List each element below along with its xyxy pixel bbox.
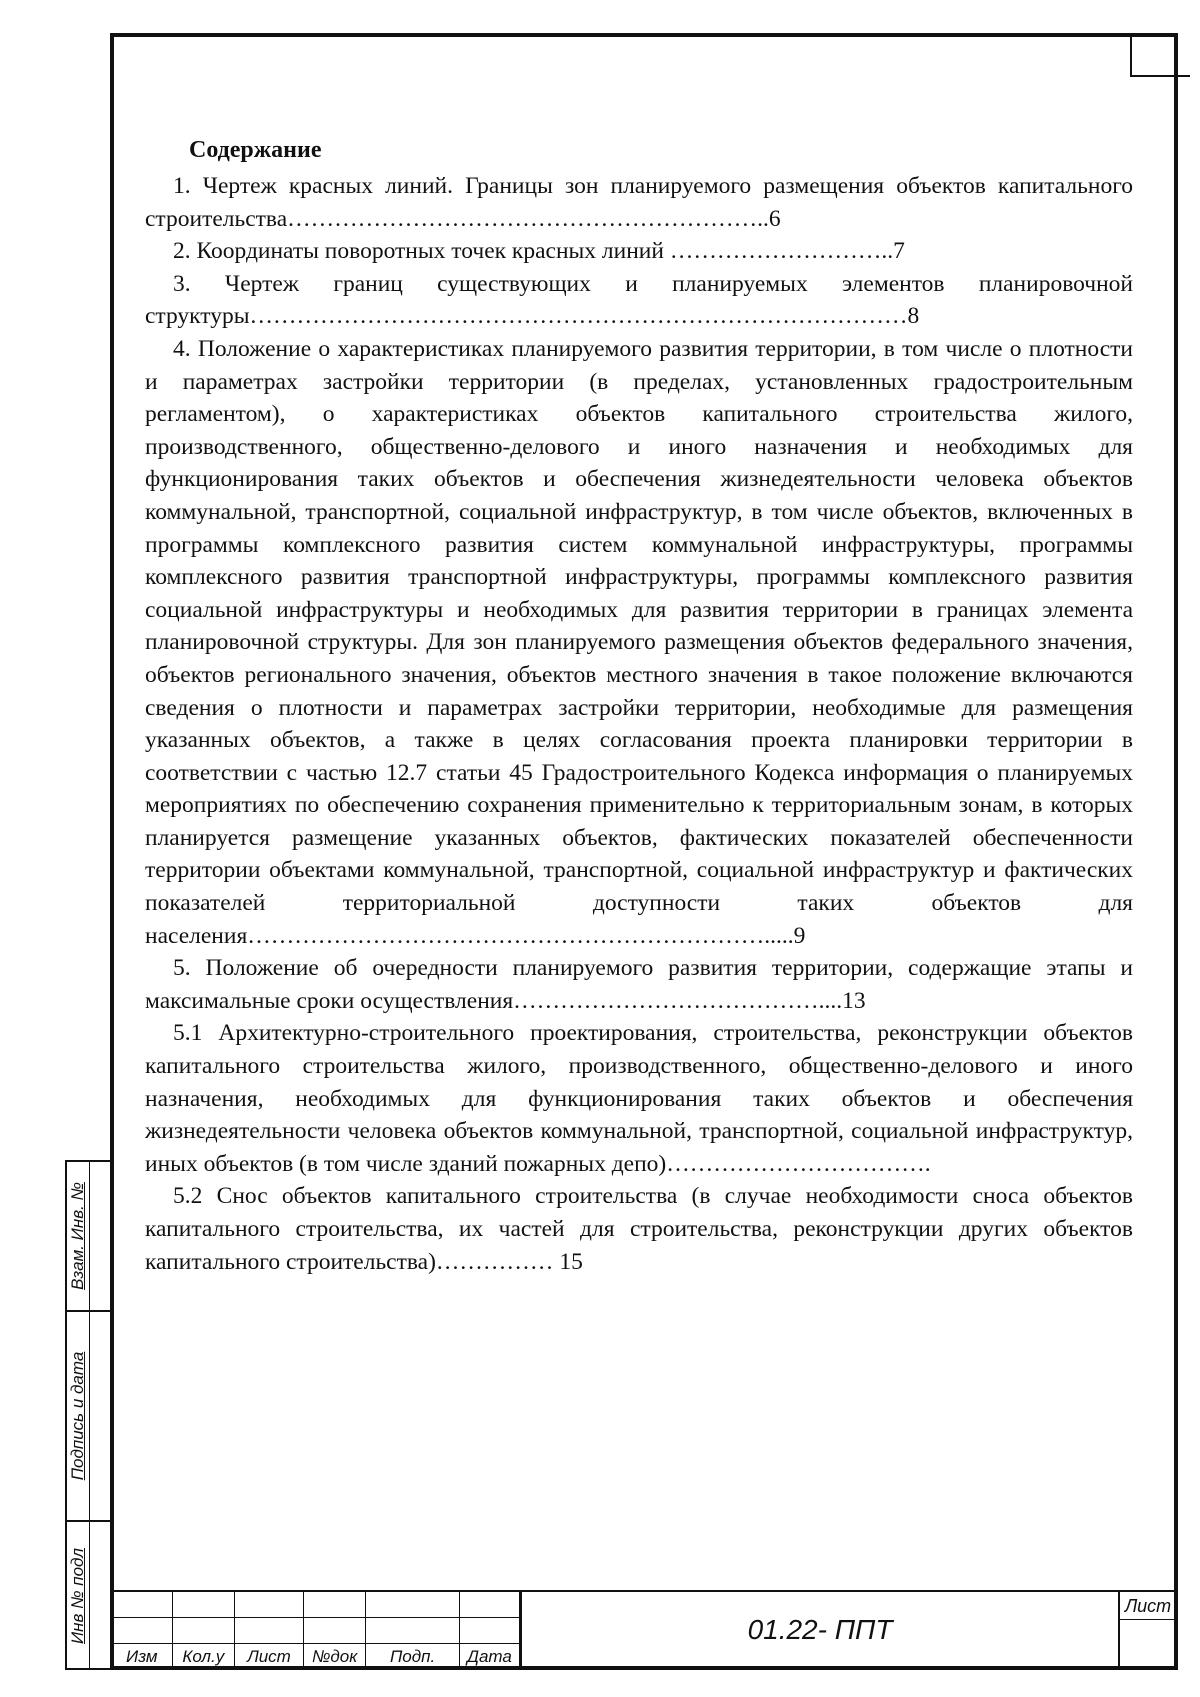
toc-content (145, 130, 1133, 1278)
toc-entry (145, 333, 1133, 952)
toc-entry (145, 952, 1133, 1017)
header-ndok: №док (303, 1644, 365, 1670)
document-code: 01.22- ППТ (747, 1614, 893, 1645)
toc-entry-text: 1. Чертеж красных линий. Границы зон планируемого размещения объектов капитального строительства…………………………………………………….. (145, 173, 1133, 232)
side-cell-podpis (67, 1312, 110, 1522)
toc-entry-page: 9 (793, 922, 806, 949)
toc-entry-text: 4. Положение о характеристиках планируемого развития территории, в том числе о плотности и параметрах застройки территории (в пределах, установленных градостроительным регламентом), о характеристиках объектов капитального строительства жилого, производственного, общественно-делового и иного назначения и необходимых для функционирования таких объектов и обеспечения жизнедеятельности человека объектов коммунальной, транспортной, социальной инфраструктур, в том числе объектов, включенных в программы комплексного развития систем коммунальной инфраструктуры, программы комплексного развития транспортной инфраструктуры, программы комплексного развития социальной инфраструктуры и необходимых для развития территории в границах элемента планировочной структуры. Для зон планируемого размещения объектов федерального значения, объектов регионального значения, объектов местного значения в такое положение включаются сведения о плотности и параметрах застройки территории, необходимые для размещения указанных объектов, а также в целях согласования проекта планировки территории в соответствии с частью 12.7 статьи 45 Градостроительного Кодекса информация о планируемых мероприятиях по обеспечению сохранения применительно к территориальным зонам, в которых планируется размещение указанных объектов, фактических показателей обеспеченности территории объектами коммунальной, транспортной, социальной инфраструктур и фактических показателей территориальной доступности таких объектов для населения…………………………………………………………..... (145, 335, 1133, 949)
toc-entry (145, 1180, 1133, 1278)
toc-entry (145, 170, 1133, 235)
header-podp: Подп. (366, 1644, 460, 1670)
toc-entry-page: 7 (893, 238, 905, 265)
header-list: Лист (234, 1644, 303, 1670)
toc-entry-page: 6 (768, 205, 781, 232)
header-izm: Изм (112, 1644, 172, 1670)
toc-entry (145, 268, 1133, 333)
header-kolu: Кол.у (172, 1644, 234, 1670)
side-cell-inv (67, 1522, 110, 1670)
toc-list (145, 170, 1133, 1278)
toc-entry-text: 2. Координаты поворотных точек красных линий ……………………….. (173, 238, 894, 265)
toc-entry (145, 1017, 1133, 1180)
side-stamp (65, 1160, 110, 1670)
side-label-vzam: Взам. Инв. № (68, 1182, 87, 1290)
toc-entry-text: 5. Положение об очередности планируемого развития территории, содержащие этапы и максимальные сроки осуществления………………………………….... (145, 955, 1133, 1014)
document-code-cell (520, 1592, 1120, 1668)
sheet-cell (1120, 1592, 1176, 1668)
corner-mark (1130, 33, 1184, 77)
title-block (112, 1590, 1176, 1668)
header-data: Дата (459, 1644, 519, 1670)
toc-entry-page: 13 (842, 987, 866, 1014)
corner-tick (1176, 75, 1190, 77)
toc-entry-text: 3. Чертеж границ существующих и планируемых элементов планировочной структуры………………………………………………………………………… (145, 270, 1133, 330)
side-label-inv: Инв № подл (68, 1547, 87, 1645)
side-label-podpis: Подпись и дата (68, 1351, 87, 1481)
side-cell-vzam (67, 1162, 110, 1312)
toc-entry-page: 8 (907, 303, 920, 330)
toc-title: Содержание (189, 137, 322, 163)
toc-entry-page: 15 (559, 1248, 583, 1275)
toc-entry-text: 5.2 Снос объектов капитального строительства (в случае необходимости сноса объектов капитального строительства, их частей для строительства, реконструкции других объектов капитального строительства)…………… (145, 1183, 1133, 1275)
toc-entry (145, 235, 1133, 268)
revision-table (112, 1592, 520, 1670)
toc-entry-text: 5.1 Архитектурно-строительного проектирования, строительства, реконструкции объектов капитального строительства жилого, производственного, общественно-делового и иного назначения, необходимых для функционирования таких объектов и обеспечения жизнедеятельности человека объектов коммунальной, транспортной, социальной инфраструктур, иных объектов (в том числе зданий пожарных депо)……………………………. (145, 1020, 1133, 1177)
sheet-label: Лист (1120, 1592, 1176, 1620)
